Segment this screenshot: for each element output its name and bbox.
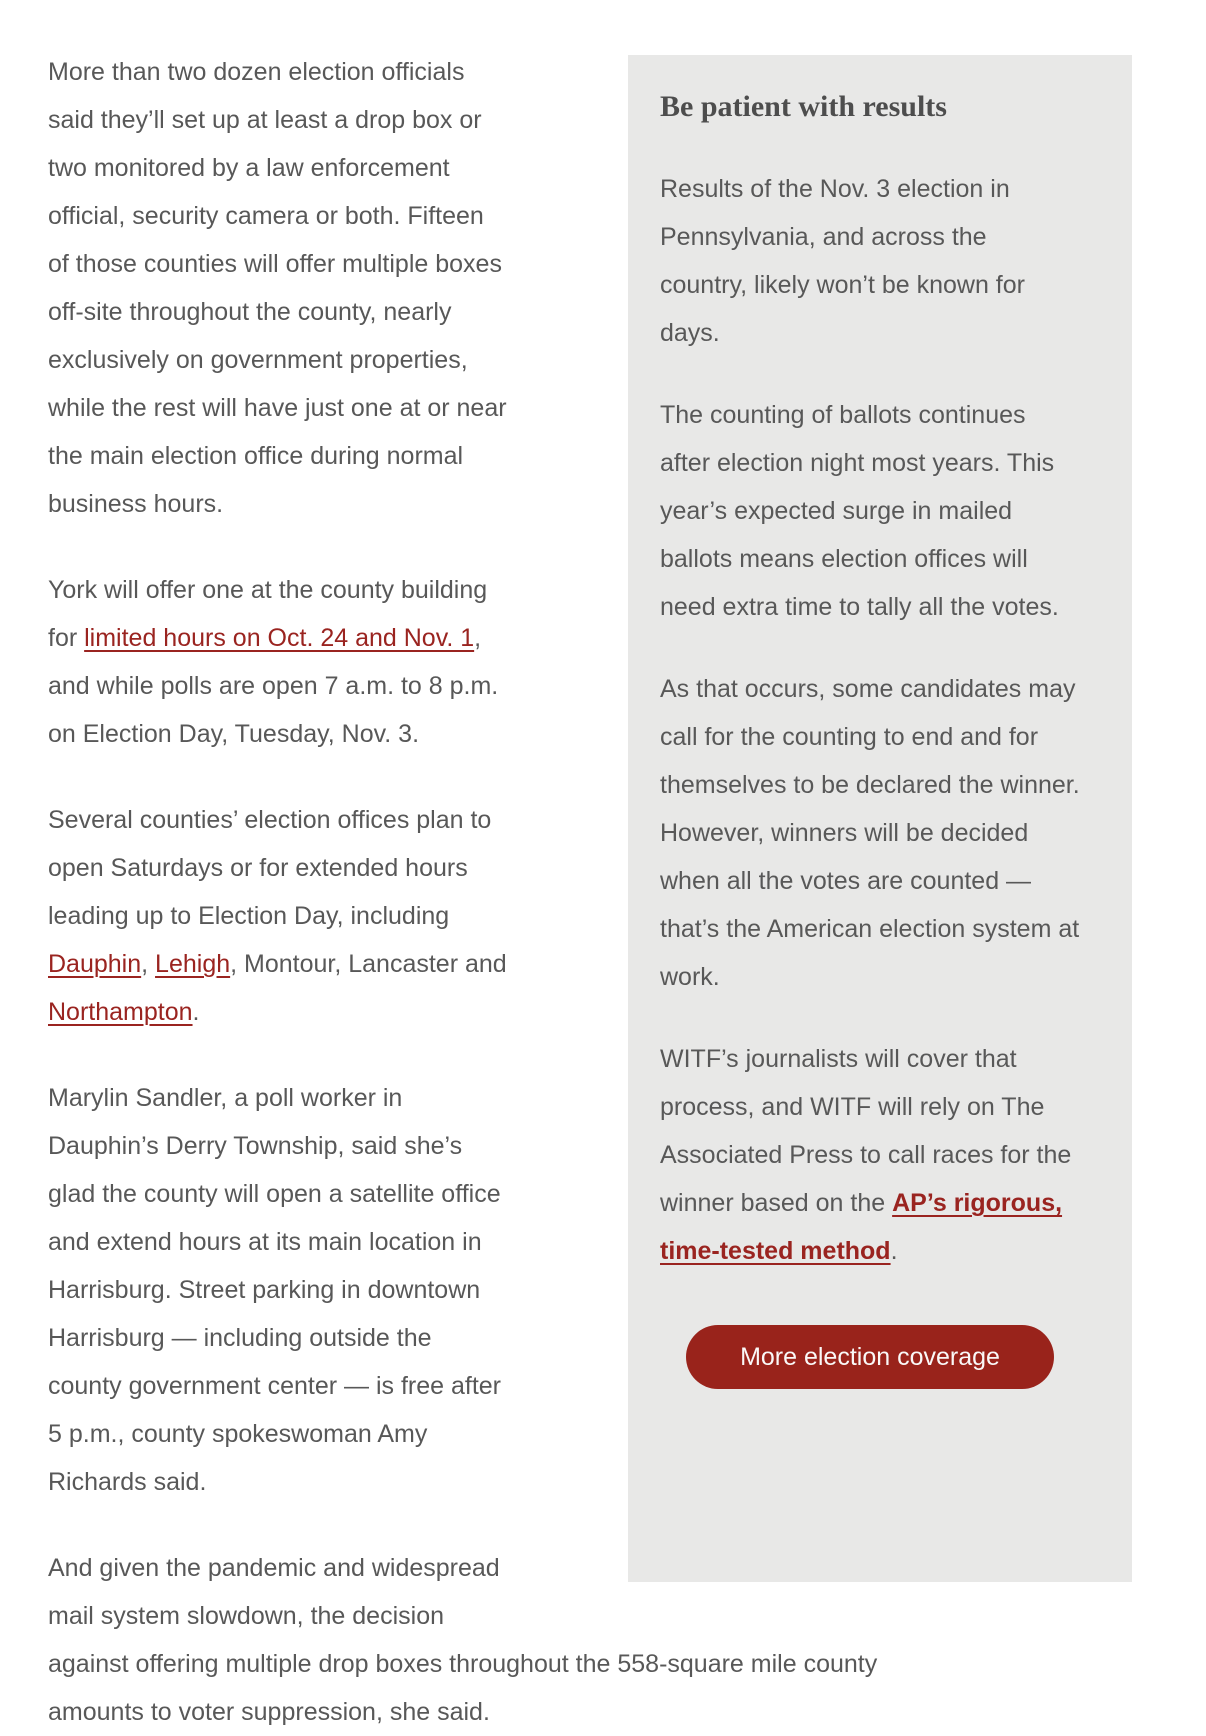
infobox-body [660, 165, 1080, 1275]
infobox-paragraph: Results of the Nov. 3 election in Pennsylvania, and across the country, likely won’t be known for days. [660, 175, 1025, 347]
article-paragraph: Marylin Sandler, a poll worker in Dauphin’s Derry Township, said she’s glad the county will open a satellite office and extend hours at its main location in Harrisburg. Street parking in downtown Harrisburg — including outside the county government center — is free after 5 p.m., county spokeswoman Amy Richards said. [48, 1084, 501, 1496]
election-info-box [628, 55, 1132, 1582]
inline-link[interactable]: Lehigh [155, 950, 231, 978]
infobox-heading: Be patient with results [660, 90, 947, 123]
article-page [48, 0, 1080, 1736]
infobox-paragraph: The counting of ballots continues after election night most years. This year’s expected surge in mailed ballots means election offices will need extra time to tally all the votes. [660, 401, 1059, 621]
inline-link[interactable]: Northampton [48, 998, 193, 1026]
article-paragraph: York will offer one at the county building for limited hours on Oct. 24 and Nov. 1, and while polls are open 7 a.m. to 8 p.m. on Election Day, Tuesday, Nov. 3. [48, 576, 499, 748]
article-paragraph: Several counties’ election offices plan to open Saturdays or for extended hours leading up to Election Day, including Dauphin, Lehigh, Montour, Lancaster and Northampton. [48, 806, 507, 1026]
article-paragraph: And given the pandemic and widespread mail system slowdown, the decision against offering multiple drop boxes throughout the 558-square mile county amounts to voter suppression, she said. [48, 1554, 878, 1726]
inline-link[interactable]: limited hours on Oct. 24 and Nov. 1 [84, 624, 475, 652]
inline-link[interactable]: Dauphin [48, 950, 142, 978]
article-paragraph: More than two dozen election officials said they’ll set up at least a drop box or two monitored by a law enforcement official, security camera or both. Fifteen of those counties will offer multiple boxes off-site throughout the county, nearly exclusively on government properties, while the rest will have just one at or near the main election office during normal business hours. [48, 58, 507, 518]
infobox-paragraph: As that occurs, some candidates may call for the counting to end and for themselves to be declared the winner. However, winners will be decided when all the votes are counted — that’s the American election system at work. [660, 675, 1080, 991]
infobox-paragraph: WITF’s journalists will cover that process, and WITF will rely on The Associated Press to call races for the winner based on the AP’s rigorous, time-tested method. [660, 1045, 1072, 1265]
inline-link[interactable]: AP’s rigorous, time-tested method [660, 1189, 1063, 1265]
infobox-button-row [660, 1325, 1080, 1389]
more-election-coverage-button[interactable]: More election coverage [686, 1325, 1054, 1389]
